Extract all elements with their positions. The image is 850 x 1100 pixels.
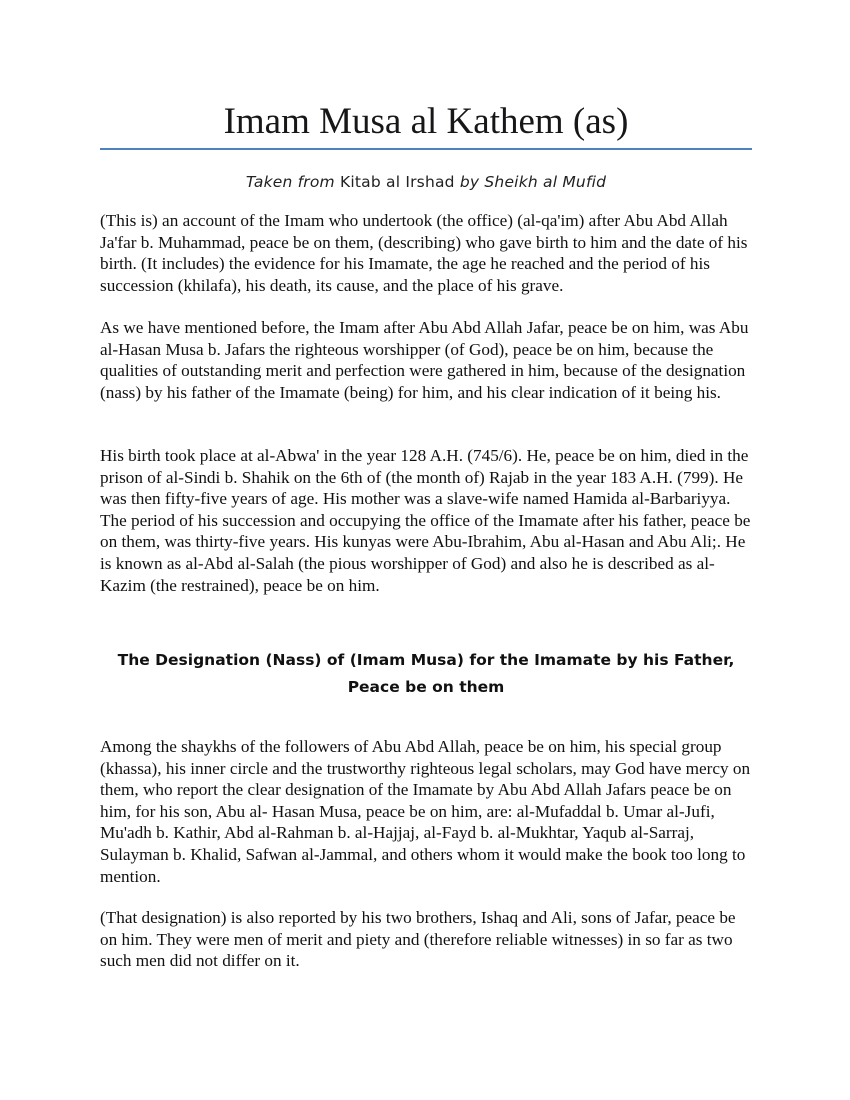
section-heading xyxy=(100,647,752,701)
subtitle-book-title: Kitab al Irshad xyxy=(339,173,455,191)
subtitle-author: by Sheikh al Mufid xyxy=(454,173,607,191)
paragraph-intro: (This is) an account of the Imam who undertook (the office) (al-qa'im) after Abu Abd Allah Ja'far b. Muhammad, peace be on them, (describing) who gave birth to him and the date of his birth. (It includes) the evidence for his Imamate, the age he reached and the period of his succession (khilafa), his death, its cause, and the place of his grave. xyxy=(100,211,748,295)
page-title: Imam Musa al Kathem (as) xyxy=(223,101,629,142)
paragraph-designation-narrators: Among the shaykhs of the followers of Abu Abd Allah, peace be on him, his special group (khassa), his inner circle and the trustworthy righteous legal scholars, may God have mercy on them, who report the clear designation of the Imamate by Abu Abd Allah Jafars peace be on him, for his son, Abu al- Hasan Musa, peace be on him, are: al-Mufaddal b. Umar al-Jufi, Mu'adh b. Kathir, Abd al-Rahman b. al-Hajjaj, al-Fayd b. al-Mukhtar, Yaqub al-Sarraj, Sulayman b. Khalid, Safwan al-Jammal, and others whom it would make the book too long to mention. xyxy=(100,737,751,886)
section-heading-line1: The Designation (Nass) of (Imam Musa) for the Imamate by his Father, xyxy=(117,651,735,669)
subtitle-prefix: Taken from xyxy=(245,173,340,191)
title-underline xyxy=(100,148,752,150)
subtitle xyxy=(100,170,752,194)
paragraph-imam-succession: As we have mentioned before, the Imam after Abu Abd Allah Jafar, peace be on him, was Abu al-Hasan Musa b. Jafars the righteous worshipper (of God), peace be on him, because the qualities of outstanding merit and perfection were gathered in him, because of the designation (nass) by his father of the Imamate (being) for him, and his clear indication of it being his. xyxy=(100,318,749,402)
paragraph-birth-death: His birth took place at al-Abwa' in the year 128 A.H. (745/6). He, peace be on him, died in the prison of al-Sindi b. Shahik on the 6th of (the month of) Rajab in the year 183 A.H. (799). He was then fifty-five years of age. His mother was a slave-wife named Hamida al-Barbariyya. The period of his succession and occupying the office of the Imamate after his father, peace be on them, was thirty-five years. His kunyas were Abu-Ibrahim, Abu al-Hasan and Abu Ali;. He is known as al-Abd al-Salah (the pious worshipper of God) and also he is described as al-Kazim (the restrained), peace be on him. xyxy=(100,446,751,595)
section-heading-line2: Peace be on them xyxy=(347,678,505,696)
paragraph-brothers-report: (That designation) is also reported by his two brothers, Ishaq and Ali, sons of Jafar, peace be on him. They were men of merit and piety and (therefore reliable witnesses) in so far as two such men did not differ on it. xyxy=(100,908,736,971)
